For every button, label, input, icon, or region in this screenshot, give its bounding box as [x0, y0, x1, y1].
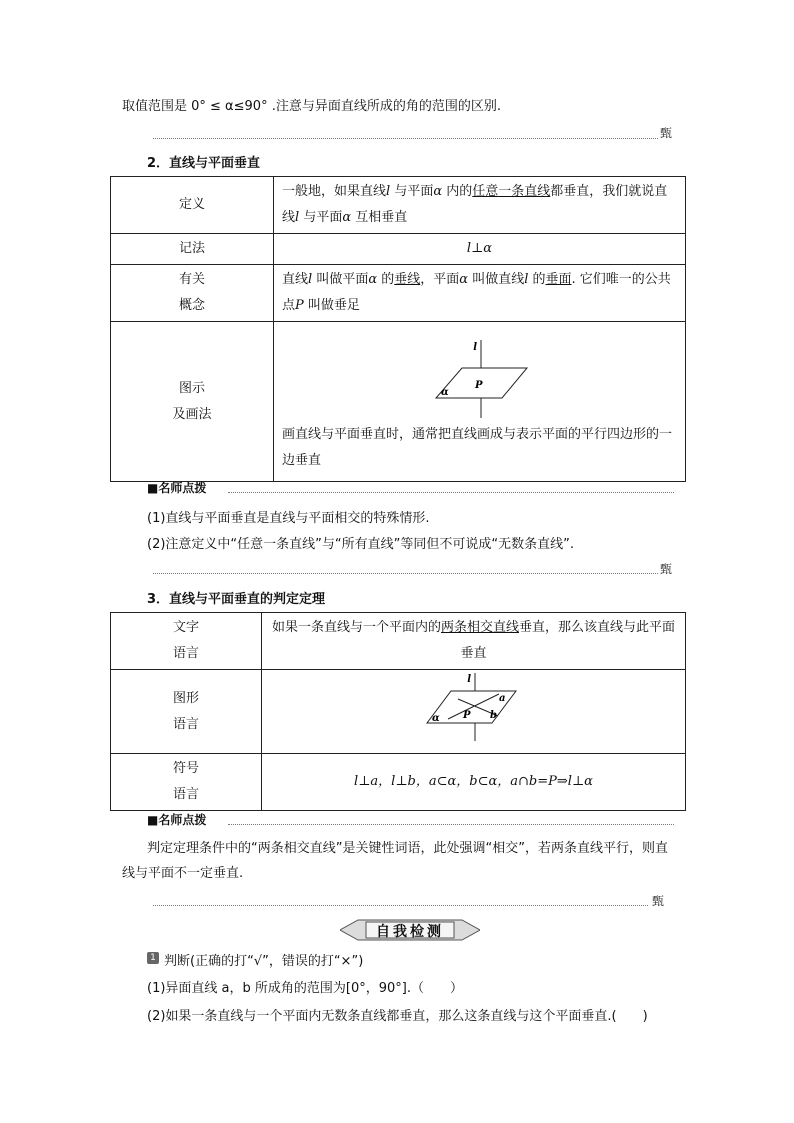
table-row — [111, 265, 686, 322]
table-row — [111, 177, 686, 234]
question-item: (1)异面直线 a，b 所成角的范围为[0°，90°].（ ） — [147, 981, 463, 996]
row-label: 图形 语言 — [111, 670, 262, 754]
self-check-banner — [340, 918, 480, 942]
row-content-figure — [274, 322, 686, 482]
divider-dotted — [153, 573, 658, 574]
end-mark: 甄 — [660, 562, 673, 576]
row-label: 记法 — [111, 234, 274, 265]
row-content-concepts: 直线l 叫做平面α 的垂线，平面α 叫做直线l 的垂面. 它们唯一的公共点P 叫做垂足 — [274, 265, 686, 322]
tip-paragraph: 判定定理条件中的“两条相交直线”是关键性词语，此处强调“相交”，若两条直线平行，则直线与平面不一定垂直. — [122, 841, 668, 881]
table-row — [111, 613, 686, 670]
row-label: 符号 语言 — [111, 754, 262, 811]
end-mark: 甄 — [652, 894, 665, 908]
table-row — [111, 322, 686, 482]
question-badge: 1 — [147, 952, 159, 964]
row-label: 文字 语言 — [111, 613, 262, 670]
row-content-figure — [262, 670, 686, 754]
row-label: 有关 概念 — [111, 265, 274, 322]
perpendicular-figure — [282, 340, 678, 418]
theorem-table — [110, 612, 686, 811]
section3-heading: 3．直线与平面垂直的判定定理 — [147, 592, 326, 607]
divider-dotted — [153, 138, 658, 139]
row-content-definition: 一般地，如果直线l 与平面α 内的任意一条直线都垂直，我们就说直线l 与平面α 互相垂直 — [274, 177, 686, 234]
figure-label-alpha: α — [441, 387, 449, 398]
row-content-notation: l⊥α — [274, 234, 686, 265]
theorem-figure — [262, 671, 686, 753]
table-row — [111, 670, 686, 754]
divider-dotted — [228, 824, 674, 825]
section2-heading: 2．直线与平面垂直 — [147, 156, 261, 171]
tips-title: ■名师点拨 — [147, 481, 207, 495]
definition-table — [110, 176, 686, 482]
table-row — [111, 234, 686, 265]
tip-item: (1)直线与平面垂直是直线与平面相交的特殊情形. — [147, 511, 430, 526]
figure-label-p: P — [463, 709, 471, 721]
question-item: (2)如果一条直线与一个平面内无数条直线都垂直，那么这条直线与这个平面垂直.( ) — [147, 1009, 648, 1024]
tip-item: (2)注意定义中“任意一条直线”与“所有直线”等同但不可说成“无数条直线”. — [147, 537, 574, 552]
question-stem: 判断(正确的打“√”，错误的打“×”) — [164, 954, 364, 969]
divider-dotted — [153, 905, 648, 906]
divider-dotted — [228, 492, 674, 493]
table-row — [111, 754, 686, 811]
figure-caption: 画直线与平面垂直时，通常把直线画成与表示平面的平行四边形的一边垂直 — [282, 427, 673, 468]
figure-label-l: l — [467, 673, 471, 685]
row-label: 定义 — [111, 177, 274, 234]
figure-label-p: P — [475, 380, 483, 391]
tips-title: ■名师点拨 — [147, 813, 207, 827]
figure-label-a: a — [499, 692, 506, 704]
end-mark: 甄 — [660, 126, 673, 140]
row-content-text-language: 如果一条直线与一个平面内的两条相交直线垂直，那么该直线与此平面垂直 — [262, 613, 686, 670]
row-content-symbolic: l⊥a，l⊥b，a⊂α，b⊂α，a∩b=P⇒l⊥α — [262, 754, 686, 811]
figure-label-alpha: α — [432, 712, 440, 724]
figure-label-b: b — [490, 709, 497, 721]
intro-text: 取值范围是 0° ≤ α≤90° .注意与异面直线所成的角的范围的区别. — [122, 99, 501, 114]
row-label: 图示 及画法 — [111, 322, 274, 482]
banner-title: 自我检测 — [376, 924, 444, 940]
figure-label-l: l — [473, 342, 477, 353]
